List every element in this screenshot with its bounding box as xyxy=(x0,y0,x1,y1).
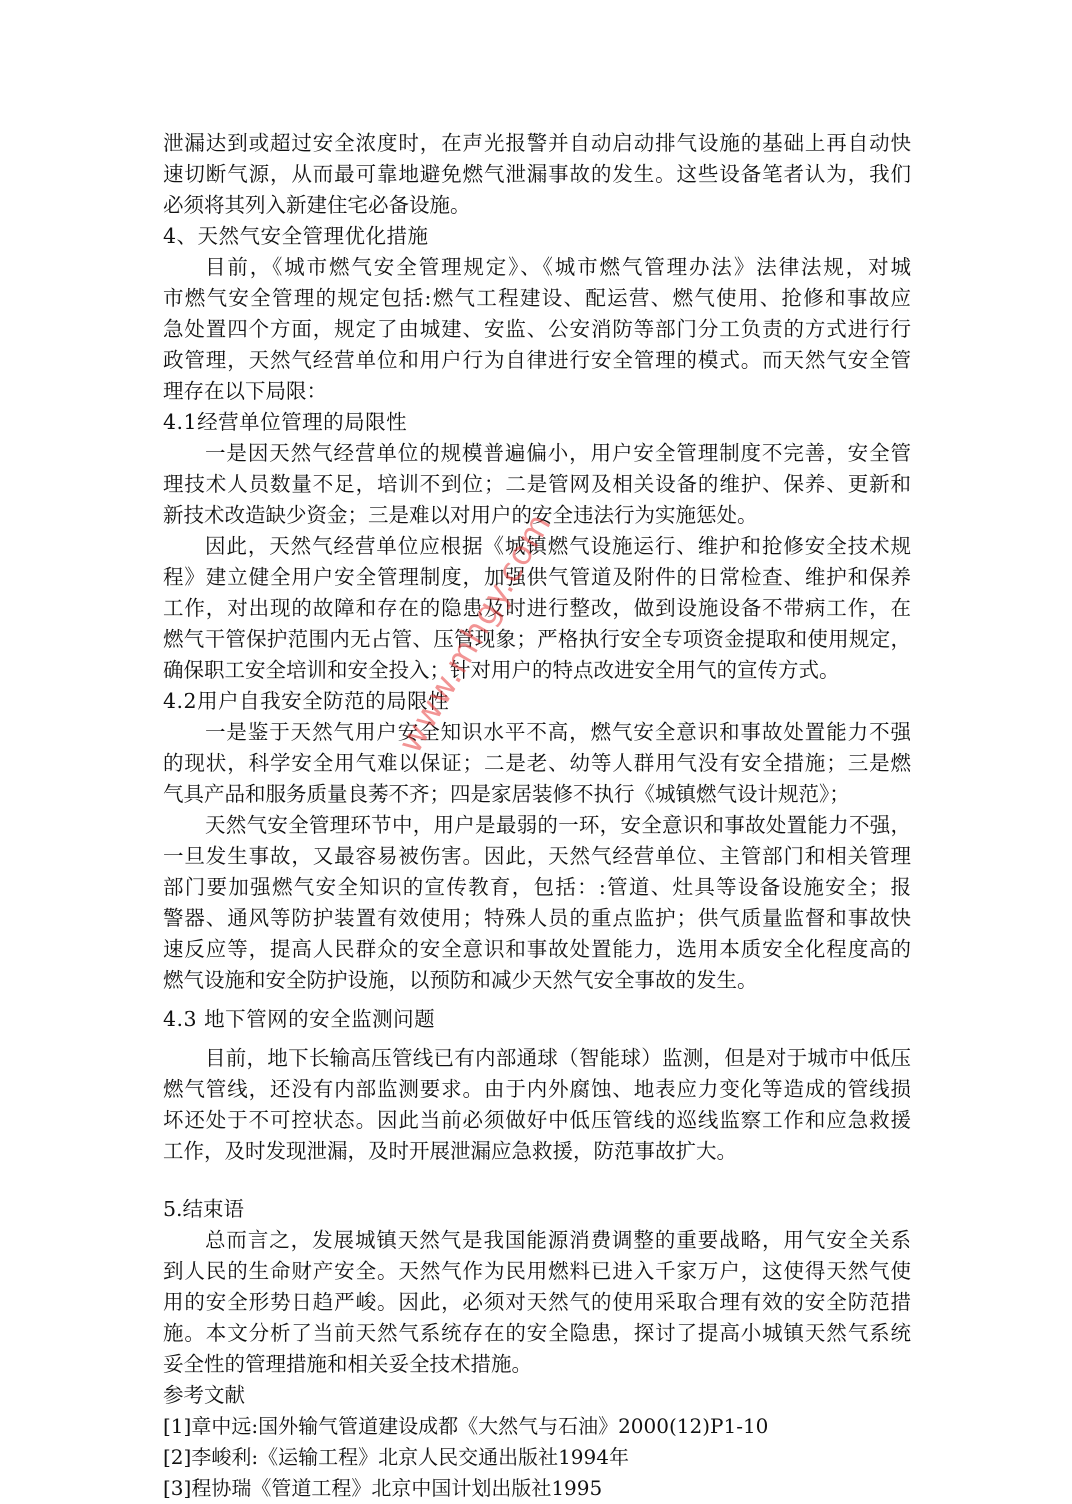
text-line: 工作，对出现的故障和存在的隐患及时进行整改，做到设施设备不带病工作，在 xyxy=(163,596,911,620)
text-line: 工作，及时发现泄漏，及时开展泄漏应急救援，防范事故扩大。 xyxy=(163,1139,737,1163)
text-line: 施。本文分析了当前天然气系统存在的安全隐患，探讨了提高小城镇天然气系统 xyxy=(163,1321,911,1345)
spacer xyxy=(163,996,911,1004)
section-4-paragraph xyxy=(163,252,911,407)
text-line: 燃气设施和安全防护设施，以预防和减少天然气安全事故的发生。 xyxy=(163,968,758,992)
reference-item: [1]章中远:国外输气管道建设成都《大然气与石油》2000(12)P1-10 xyxy=(163,1414,769,1438)
text-line: 燃气干管保护范围内无占管、压管现象；严格执行安全专项资金提取和使用规定， xyxy=(163,627,911,651)
text-line: 一是鉴于天然气用户安全知识水平不高，燃气安全意识和事故处置能力不强 xyxy=(205,720,911,744)
text-line: 妥全性的管理措施和相关妥全技术措施。 xyxy=(163,1352,532,1376)
text-line: 天然气安全管理环节中，用户是最弱的一环，安全意识和事故处置能力不强， xyxy=(205,813,911,837)
text-line: 气具产品和服务质量良莠不齐；四是家居装修不执行《城镇燃气设计规范》； xyxy=(163,782,850,806)
section-4-3-heading: 4.3 地下管网的安全监测问题 xyxy=(163,1007,436,1031)
watermark: www.mhgy.com xyxy=(390,505,559,760)
text-line: 政管理，天然气经营单位和用户行为自律进行安全管理的模式。而天然气安全管 xyxy=(163,348,911,372)
text-line: 程》建立健全用户安全管理制度，加强供气管道及附件的日常检查、维护和保养 xyxy=(163,565,911,589)
text-line: 部门要加强燃气安全知识的宣传教育，包括：:管道、灶具等设备设施安全；报 xyxy=(163,875,911,899)
text-line: 市燃气安全管理的规定包括:燃气工程建设、配运营、燃气使用、抢修和事故应 xyxy=(163,286,911,310)
text-line: 理技术人员数量不足，培训不到位；二是管网及相关设备的维护、保养、更新和 xyxy=(163,472,911,496)
text-line: 速切断气源，从而最可靠地避免燃气泄漏事故的发生。这些设备笔者认为，我们 xyxy=(163,162,911,186)
text-line: 的现状，科学安全用气难以保证；二是老、幼等人群用气没有安全措施；三是燃 xyxy=(163,751,911,775)
text-line: 目前，地下长输高压管线已有内部通球（智能球）监测，但是对于城市中低压 xyxy=(205,1046,911,1070)
text-line: 警器、通风等防护装置有效使用；特殊人员的重点监护；供气质量监督和事故快 xyxy=(163,906,911,930)
reference-item: [2]李峻利:《运输工程》北京人民交通出版社1994年 xyxy=(163,1445,629,1469)
spacer xyxy=(163,1167,911,1194)
text-line: 速反应等，提高人民群众的安全意识和事故处置能力，选用本质安全化程度高的 xyxy=(163,937,911,961)
section-5-paragraph xyxy=(163,1225,911,1380)
text-line: 用的安全形势日趋严峻。因此，必须对天然气的使用采取合理有效的安全防范措 xyxy=(163,1290,911,1314)
text-line: 到人民的生命财产安全。天然气作为民用燃料已进入千家万户，这使得天然气使 xyxy=(163,1259,911,1283)
section-5-heading: 5.结束语 xyxy=(163,1197,245,1221)
text-line: 因此，天然气经营单位应根据《城镇燃气设施运行、维护和抢修安全技术规 xyxy=(205,534,911,558)
text-line: 必须将其列入新建住宅必备设施。 xyxy=(163,193,471,217)
section-4-3-paragraph xyxy=(163,1043,911,1167)
text-line: 目前，《城市燃气安全管理规定》、《城市燃气管理办法》法律法规，对城 xyxy=(205,255,911,279)
reference-item: [3]程协瑞《管道工程》北京中国计划出版社1995 xyxy=(163,1476,603,1500)
text-line: 一是因天然气经营单位的规模普遍偏小，用户安全管理制度不完善，安全管 xyxy=(205,441,911,465)
text-line: 燃气管线，还没有内部监测要求。由于内外腐蚀、地表应力变化等造成的管线损 xyxy=(163,1077,911,1101)
section-4-1-heading: 4.1经营单位管理的局限性 xyxy=(163,410,408,434)
document-page xyxy=(163,128,911,1504)
text-line: 总而言之，发展城镇天然气是我国能源消费调整的重要战略，用气安全关系 xyxy=(205,1228,911,1252)
text-line: 坏还处于不可控状态。因此当前必须做好中低压管线的巡线监察工作和应急救援 xyxy=(163,1108,911,1132)
intro-paragraph xyxy=(163,128,911,221)
text-line: 急处置四个方面，规定了由城建、安监、公安消防等部门分工负责的方式进行行 xyxy=(163,317,911,341)
text-line: 理存在以下局限： xyxy=(163,379,327,403)
text-line: 新技术改造缺少资金；三是难以对用户的安全违法行为实施惩处。 xyxy=(163,503,758,527)
section-4-2-paragraph-1 xyxy=(163,717,911,810)
section-4-2-heading: 4.2用户自我安全防范的局限性 xyxy=(163,689,450,713)
section-4-heading: 4、天然气安全管理优化措施 xyxy=(163,224,429,248)
references-heading: 参考文献 xyxy=(163,1383,245,1407)
text-line: 一旦发生事故，又最容易被伤害。因此，天然气经营单位、主管部门和相关管理 xyxy=(163,844,911,868)
spacer xyxy=(163,1035,911,1043)
text-line: 确保职工安全培训和安全投入；针对用户的特点改进安全用气的宣传方式。 xyxy=(163,658,840,682)
section-4-2-paragraph-2 xyxy=(163,810,911,996)
text-line: 泄漏达到或超过安全浓度时，在声光报警并自动启动排气设施的基础上再自动快 xyxy=(163,131,911,155)
